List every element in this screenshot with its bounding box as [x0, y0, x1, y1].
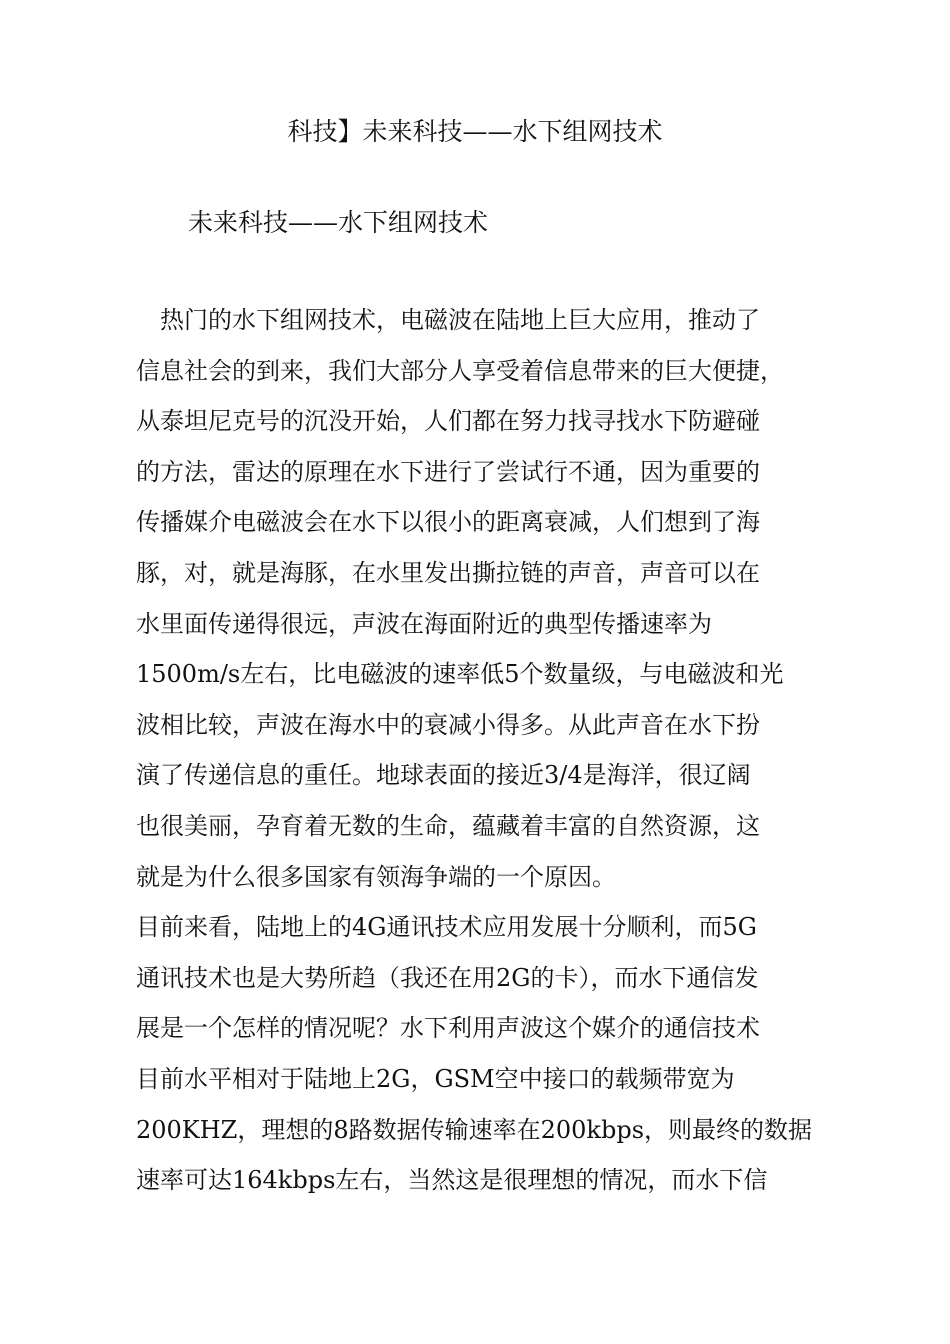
text-line: 水里面传递得很远，声波在海面附近的典型传播速率为	[136, 609, 712, 638]
text-line: 目前水平相对于陆地上2G，GSM空中接口的载频带宽为	[136, 1064, 735, 1093]
text-line: 就是为什么很多国家有领海争端的一个原因。	[136, 862, 616, 891]
text-line: 豚，对，就是海豚，在水里发出撕拉链的声音，声音可以在	[136, 558, 760, 587]
text-line: 通讯技术也是大势所趋（我还在用2G的卡），而水下通信发	[136, 963, 759, 992]
text-line: 的方法，雷达的原理在水下进行了尝试行不通，因为重要的	[136, 457, 760, 486]
text-line: 传播媒介电磁波会在水下以很小的距离衰减，人们想到了海	[136, 508, 760, 537]
text-line: 热门的水下组网技术，电磁波在陆地上巨大应用，推动了	[136, 306, 760, 334]
text-line: 波相比较，声波在海水中的衰减小得多。从此声音在水下扮	[136, 710, 760, 739]
document-title: 科技】未来科技——水下组网技术	[287, 117, 663, 146]
text-line: 速率可达164kbps左右，当然这是很理想的情况，而水下信	[136, 1166, 768, 1195]
text-line: 200KHZ，理想的8路数据传输速率在200kbps，则最终的数据	[136, 1115, 813, 1144]
body-text	[136, 302, 826, 1213]
text-line: 也很美丽，孕育着无数的生命，蕴藏着丰富的自然资源，这	[136, 811, 760, 840]
document-subtitle: 未来科技——水下组网技术	[188, 208, 489, 237]
text-line: 目前来看，陆地上的4G通讯技术应用发展十分顺利，而5G	[136, 913, 757, 942]
text-line: 信息社会的到来，我们大部分人享受着信息带来的巨大便捷，	[136, 356, 784, 385]
text-line: 展是一个怎样的情况呢？水下利用声波这个媒介的通信技术	[136, 1014, 760, 1043]
text-line: 1500m/s左右，比电磁波的速率低5个数量级，与电磁波和光	[136, 660, 784, 689]
text-line: 演了传递信息的重任。地球表面的接近3/4是海洋，很辽阔	[136, 761, 751, 790]
text-line: 从泰坦尼克号的沉没开始，人们都在努力找寻找水下防避碰	[136, 407, 760, 436]
